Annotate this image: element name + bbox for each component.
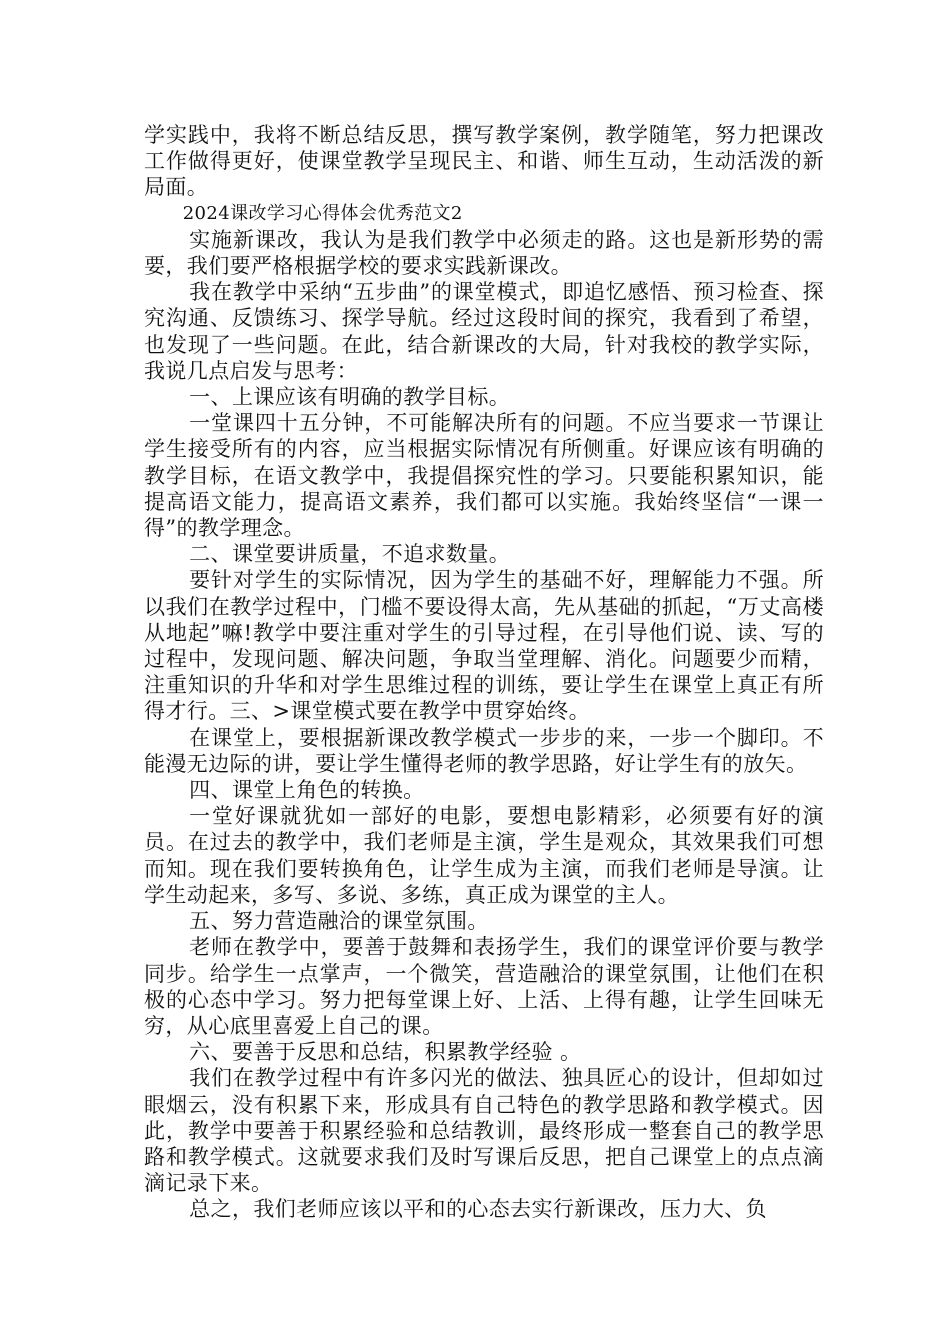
- paragraph: 学实践中，我将不断总结反思，撰写教学案例，教学随笔，努力把课改工作做得更好，使课堂教学呈现民主、和谐、师生互动，生动活泼的新局面。: [144, 123, 824, 200]
- section-heading: 六、要善于反思和总结，积累教学经验 。: [189, 1040, 582, 1065]
- section-heading: 五、努力营造融洽的课堂氛围。: [189, 909, 489, 934]
- section-heading: 一、上课应该有明确的教学目标。: [189, 385, 511, 410]
- paragraph: 一堂好课就犹如一部好的电影，要想电影精彩，必须要有好的演员。在过去的教学中，我们老师是主演，学生是观众，其效果我们可想而知。现在我们要转换角色，让学生成为主演，而我们老师是导演。让学生动起来，多写、多说、多练，真正成为课堂的主人。: [144, 804, 824, 907]
- paragraph: 我在教学中采纳“五步曲”的课堂模式，即追忆感悟、预习检查、探究沟通、反馈练习、探学导航。经过这段时间的探究，我看到了希望，也发现了一些问题。在此，结合新课改的大局，针对我校的教学实际，我说几点启发与思考：: [144, 280, 824, 383]
- document-body: [144, 122, 824, 1223]
- article-title: 2024课改学习心得体会优秀范文2: [182, 202, 463, 224]
- paragraph: 一堂课四十五分钟，不可能解决所有的问题。不应当要求一节课让学生接受所有的内容，应当根据实际情况有所侧重。好课应该有明确的教学目标，在语文教学中，我提倡探究性的学习。只要能积累知识，能提高语文能力，提高语文素养，我们都可以实施。我始终坚信“一课一得”的教学理念。: [144, 411, 824, 541]
- paragraph: 我们在教学过程中有许多闪光的做法、独具匠心的设计，但却如过眼烟云，没有积累下来，形成具有自己特色的教学思路和教学模式。因此，教学中要善于积累经验和总结教训，最终形成一整套自己的教学思路和教学模式。这就要求我们及时写课后反思，把自己课堂上的点点滴滴记录下来。: [144, 1066, 824, 1196]
- paragraph: 实施新课改，我认为是我们教学中必须走的路。这也是新形势的需要，我们要严格根据学校的要求实践新课改。: [144, 227, 824, 279]
- paragraph: 总之，我们老师应该以平和的心态去实行新课改，压力大、负: [189, 1197, 767, 1222]
- paragraph: 要针对学生的实际情况，因为学生的基础不好，理解能力不强。所以我们在教学过程中，门槛不要设得太高，先从基础的抓起，“万丈高楼从地起”嘛!教学中要注重对学生的引导过程，在引导他们说、读、写的过程中，发现问题、解决问题，争取当堂理解、消化。问题要少而精，注重知识的升华和对学生思维过程的训练，要让学生在课堂上真正有所得才行。三、>课堂模式要在教学中贯穿始终。: [144, 568, 824, 724]
- section-heading: 二、课堂要讲质量，不追求数量。: [189, 542, 511, 567]
- section-heading: 四、课堂上角色的转换。: [189, 778, 425, 803]
- paragraph: 老师在教学中，要善于鼓舞和表扬学生，我们的课堂评价要与教学同步。给学生一点掌声，一个微笑，营造融洽的课堂氛围，让他们在积极的心态中学习。努力把每堂课上好、上活、上得有趣，让学生回味无穷，从心底里喜爱上自己的课。: [144, 935, 824, 1038]
- paragraph: 在课堂上，要根据新课改教学模式一步步的来，一步一个脚印。不能漫无边际的讲，要让学生懂得老师的教学思路，好让学生有的放矢。: [144, 725, 824, 776]
